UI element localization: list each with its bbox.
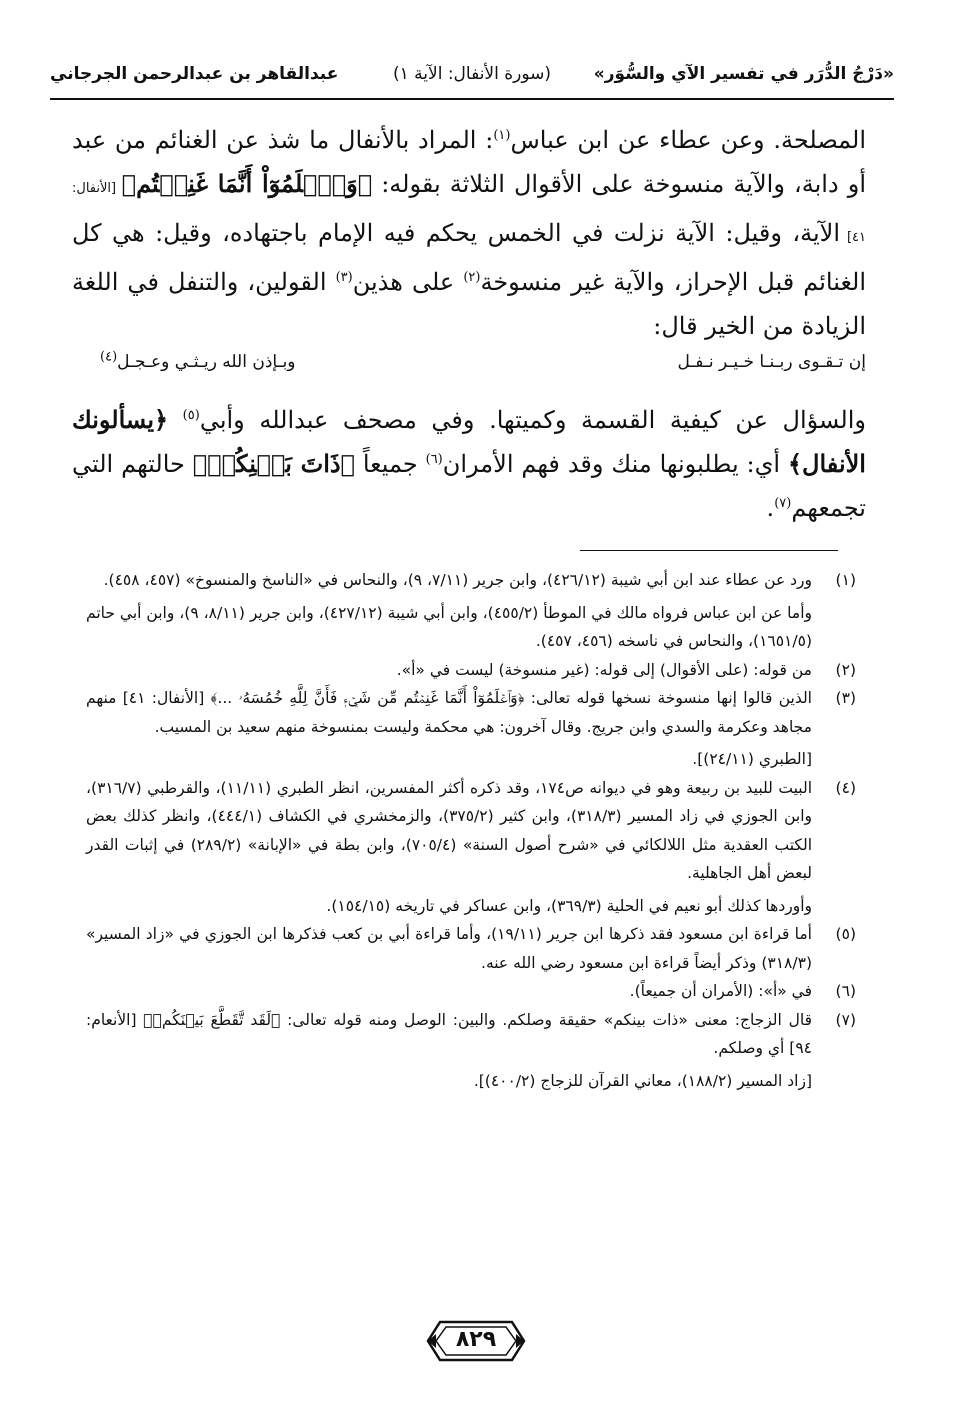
- footnotes: [86, 566, 856, 1095]
- surah-reference: (سورة الأنفال: الآية ١): [392, 64, 552, 84]
- text-run: حالتهم التي تجمعهم: [72, 450, 866, 522]
- footnote-marker: (٢): [463, 270, 481, 285]
- page-number: ٨٢٩: [455, 1327, 497, 1352]
- verse-footnote-marker: (٤): [100, 349, 118, 365]
- footnote-number: (١): [835, 571, 856, 589]
- text-run: الآية، وقيل: الآية نزلت في الخمس يحكم فيه الإمام باجتهاده، وقيل: هي كل الغنائم قبل الإحراز، والآية غير منسوخة: [72, 219, 867, 296]
- footnote-number: (٣): [835, 689, 856, 707]
- footnote: [86, 656, 856, 685]
- footnote-number: (٢): [835, 660, 856, 679]
- footnote: [86, 774, 856, 921]
- footnote: [86, 566, 856, 656]
- footnote-continuation: وأوردها كذلك أبو نعيم في الحلية (٣٦٩/٣)، وابن عساكر في تاريخه (١٥٤/١٥).: [326, 896, 812, 915]
- footnote-separator: [580, 550, 838, 551]
- footnote: [86, 977, 856, 1006]
- footnote-text: البيت للبيد بن ربيعة وهو في ديوانه ص١٧٤، وقد ذكره أكثر المفسرين، انظر الطبري (١١/١١)، والقرطبي (٣١٦/٧)، وابن الجوزي في زاد المسير (٣١٨/٣)، وابن كثير (٣٧٥/٢)، والزمخشري في الكشاف (٤٤٤/١)، وانظر كذلك بعض الكتب العقدية مثل اللالكائي في «شرح أصول السنة» (٧٠٥/٤)، وابن بطة في «الإبانة» (٢٨٩/٢) في إثبات القدر لبعض أهل الجاهلية.: [86, 778, 813, 882]
- footnote-text: في «أ»: (الأمران أن جميعاً).: [629, 982, 812, 1000]
- footnote-marker: (٣): [335, 270, 353, 285]
- page-number-badge: [426, 1318, 526, 1364]
- footnote-number: (٤): [835, 778, 856, 797]
- paragraph-2: [72, 398, 866, 530]
- quran-quote: ﴿ذَاتَ بَيۡنِكُمۡ﴾: [192, 449, 355, 478]
- paragraph-1: [72, 118, 866, 348]
- footnote-continuation: [الطبري (٢٤/١١)].: [692, 750, 812, 768]
- footnote-text: من قوله: (على الأقوال) إلى قوله: (غير منسوخة) ليست في «أ».: [396, 660, 812, 679]
- footnote-text: الذين قالوا إنها منسوخة نسخها قوله تعالى: ﴿وَٱعۡلَمُوٓاْ أَنَّمَا غَنِمۡتُم مِّن شَيۡءٖ فَأَنَّ لِلَّهِ خُمُسَهُۥ ...﴾ [الأنفال: ٤١] منهم مجاهد وعكرمة والسدي وابن جريج. وقال آخرون: هي محكمة وليست بمنسوخة منهم سعيد بن المسيب.: [86, 689, 812, 736]
- verse-reference: [الأنفال: ٤١]: [72, 181, 866, 245]
- poetry-verse: [100, 349, 866, 388]
- text-run: على هذين: [352, 268, 464, 296]
- main-text: [72, 118, 866, 348]
- footnote-continuation: [زاد المسير (١٨٨/٢)، معاني القرآن للزجاج (٤٠٠/٢)].: [473, 1071, 812, 1090]
- text-run: : المراد بالأنفال ما شذ عن الغنائم من عبد أو دابة، والآية منسوخة على الأقوال الثلاثة بقوله:: [72, 126, 867, 198]
- verse-second-text: وبـإذن الله ريـثـي وعـجـل: [117, 352, 296, 372]
- footnote-number: (٥): [835, 925, 856, 943]
- text-run: [168, 406, 183, 434]
- footnote-continuation: وأما عن ابن عباس فرواه مالك في الموطأ (٤٥٥/٢)، وابن أبي شيبة (٤٢٧/١٢)، وابن جرير (٨/١١، ٩)، وابن أبي حاتم (١٦٥١/٥)، والنحاس في ناسخه (٤٥٦، ٤٥٧).: [86, 603, 812, 650]
- text-run: جميعاً: [354, 450, 426, 478]
- verse-first-hemistich: إن تـقـوى ربـنـا خـيـر نـفـل: [677, 352, 866, 372]
- footnote-marker: (٥): [182, 408, 200, 423]
- quran-quote: ﴿وَٱعۡلَمُوٓاْ أَنَّمَا غَنِمۡتُم﴾: [121, 169, 373, 198]
- main-text-continued: [72, 398, 866, 530]
- footnote: [86, 684, 856, 774]
- author-name: عبدالقاهر بن عبدالرحمن الجرجاني: [50, 64, 339, 84]
- verse-second-hemistich: [100, 349, 296, 372]
- text-run: المصلحة. وعن عطاء عن ابن عباس: [510, 126, 866, 154]
- text-run: أي: يطلبونها منك وقد فهم الأمران: [442, 450, 788, 478]
- footnote-number: (٦): [835, 982, 856, 1000]
- text-run: والسؤال عن كيفية القسمة وكميتها. وفي مصحف عبدالله وأبي: [199, 406, 866, 434]
- quran-quote: ﴿يسألونك الأنفال﴾: [72, 405, 866, 478]
- footnote-text: أما قراءة ابن مسعود فقد ذكرها ابن جرير (١٩/١١)، وأما قراءة أبي بن كعب فذكرها ابن الجوزي في «زاد المسير» (٣١٨/٣) وذكر أيضاً قراءة ابن مسعود رضي الله عنه.: [86, 925, 812, 972]
- text-run: .: [766, 494, 775, 522]
- footnote: [86, 920, 856, 977]
- footnote-text: قال الزجاج: معنى «ذات بينكم» حقيقة وصلكم. والبين: الوصل ومنه قوله تعالى: ﴿لَقَد تَّقَطَّعَ بَيۡنَكُمۡ﴾ [الأنعام: ٩٤] أي وصلكم.: [86, 1010, 812, 1057]
- footnote-marker: (٧): [774, 496, 792, 511]
- text-run: القولين، والتنفل في اللغة الزيادة من الخير قال:: [72, 268, 866, 340]
- footnote-marker: (٦): [425, 452, 443, 467]
- footnote: [86, 1006, 856, 1096]
- running-header: [50, 58, 894, 100]
- footnote-text: ورد عن عطاء عند ابن أبي شيبة (٤٢٦/١٢)، وابن جرير (٧/١١، ٩)، والنحاس في «الناسخ والمنسوخ» (٤٥٧، ٤٥٨).: [103, 571, 812, 589]
- footnote-marker: (١): [493, 128, 511, 143]
- book-title: «دَرْجُ الدُّرَر في تفسير الآي والسُّوَر»: [593, 64, 894, 84]
- footnote-number: (٧): [835, 1010, 856, 1029]
